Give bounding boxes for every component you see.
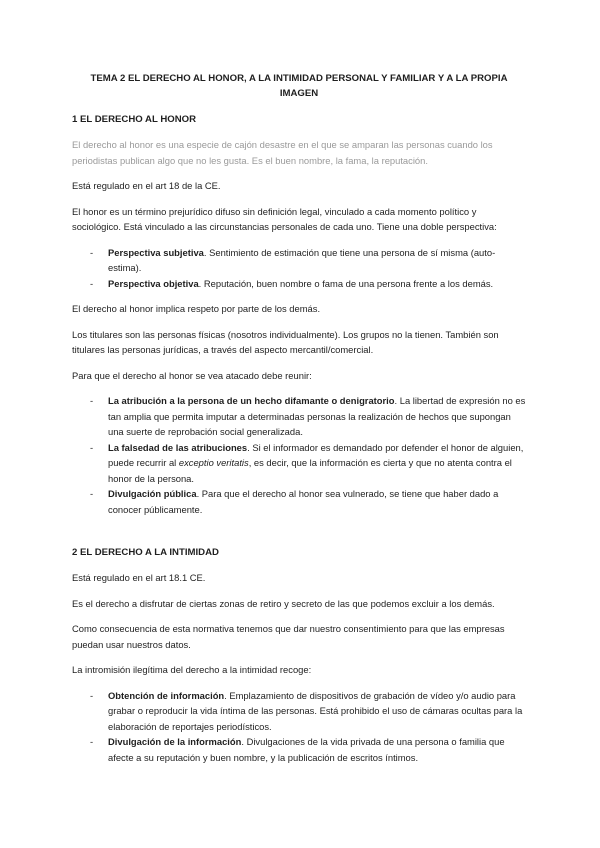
list-item-italic: exceptio veritatis — [178, 457, 249, 468]
list-item-term: Divulgación de la información — [108, 736, 242, 747]
paragraph-intrusion: La intromisión ilegítima del derecho a la intimidad recoge: — [72, 664, 312, 675]
bullet-dash: - — [90, 689, 94, 701]
requirements-list — [72, 393, 526, 517]
bullet-dash: - — [90, 488, 94, 499]
paragraph-consent: Como consecuencia de esta normativa tenemos que dar nuestro consentimiento para que las empresas puedan usar nuestros datos. — [72, 623, 505, 650]
list-item-term: Obtención de información — [108, 689, 225, 701]
list-item-text: . Divulgaciones de la vida privada de una persona o familia que afecte a su reputación y buen nombre, y la publicación de escritos íntimos. — [108, 736, 505, 763]
paragraph-regulation: Está regulado en el art 18 de la CE. — [72, 180, 221, 191]
bullet-dash: - — [90, 441, 94, 453]
list-item — [72, 440, 526, 487]
list-item — [72, 393, 526, 440]
list-item-text: . Emplazamiento de dispositivos de grabación de vídeo y/o audio para grabar o reproducir la vida íntima de las personas. Está prohibido el uso de cámaras ocultas para la elaboración de reportajes periodísticos. — [108, 689, 523, 732]
section-heading-privacy: 2 EL DERECHO A LA INTIMIDAD — [72, 547, 219, 558]
list-item — [72, 486, 526, 517]
intrusion-list — [72, 688, 526, 766]
paragraph-respect: El derecho al honor implica respeto por parte de los demás. — [72, 303, 321, 314]
paragraph-privacy-regulation: Está regulado en el art 18.1 CE. — [72, 572, 206, 583]
paragraph-honor-intro: El derecho al honor es una especie de cajón desastre en el que se amparan las personas cuando los periodistas publican algo que no les gusta. Es el buen nombre, la fama, la reputación. — [72, 139, 493, 166]
list-item-text: . Si el informador es demandado por defender el honor de alguien, puede recurrir al — [108, 441, 524, 468]
list-item — [72, 276, 526, 292]
list-item-text: . Para que el derecho al honor sea vulnerado, se tiene que haber dado a conocer públicamente. — [108, 488, 499, 515]
list-item-term: Perspectiva objetiva — [108, 277, 199, 289]
paragraph-holders: Los titulares son las personas físicas (nosotros individualmente). Los grupos no la tienen. También son titulares las personas jurídicas, a través del aspecto mercantil/comercial. — [72, 328, 499, 355]
bullet-dash: - — [90, 736, 94, 747]
bullet-dash: - — [90, 277, 94, 289]
document-page — [72, 71, 526, 775]
list-item-term: La falsedad de las atribuciones — [108, 441, 248, 453]
list-item-term: Divulgación pública — [108, 488, 197, 499]
paragraph-honor-definition: El honor es un término prejurídico difuso sin definición legal, vinculado a cada momento político y sociológico. Está vinculado a las circunstancias personales de cada uno. Tiene una doble perspectiva: — [72, 205, 497, 232]
bullet-dash: - — [90, 246, 94, 258]
bullet-dash: - — [90, 395, 94, 406]
document-title: TEMA 2 EL DERECHO AL HONOR, A LA INTIMIDAD PERSONAL Y FAMILIAR Y A LA PROPIA IMAGEN — [90, 73, 508, 99]
list-item-text: , es decir, que la información es cierta y que no atenta contra el honor de la persona. — [108, 457, 512, 484]
list-item-term: Perspectiva subjetiva — [108, 246, 204, 258]
list-item — [72, 734, 526, 765]
perspective-list — [72, 245, 526, 292]
list-item-text: . La libertad de expresión no es tan amplia que permita imputar a determinadas personas la realización de hechos que supongan una suerte de reprobación social generalizada. — [108, 395, 526, 437]
list-item-text: . Reputación, buen nombre o fama de una persona frente a los demás. — [198, 277, 494, 289]
list-item — [72, 688, 526, 735]
list-item-text: . Sentimiento de estimación que tiene una persona de sí misma (auto-estima). — [108, 246, 496, 273]
list-item-term: La atribución a la persona de un hecho difamante o denigratorio — [108, 395, 395, 406]
paragraph-privacy-definition: Es el derecho a disfrutar de ciertas zonas de retiro y secreto de las que podemos excluir a los demás. — [72, 597, 495, 609]
list-item — [72, 245, 526, 276]
section-heading-honor: 1 EL DERECHO AL HONOR — [72, 114, 197, 125]
paragraph-requirements: Para que el derecho al honor se vea atacado debe reunir: — [72, 369, 312, 381]
